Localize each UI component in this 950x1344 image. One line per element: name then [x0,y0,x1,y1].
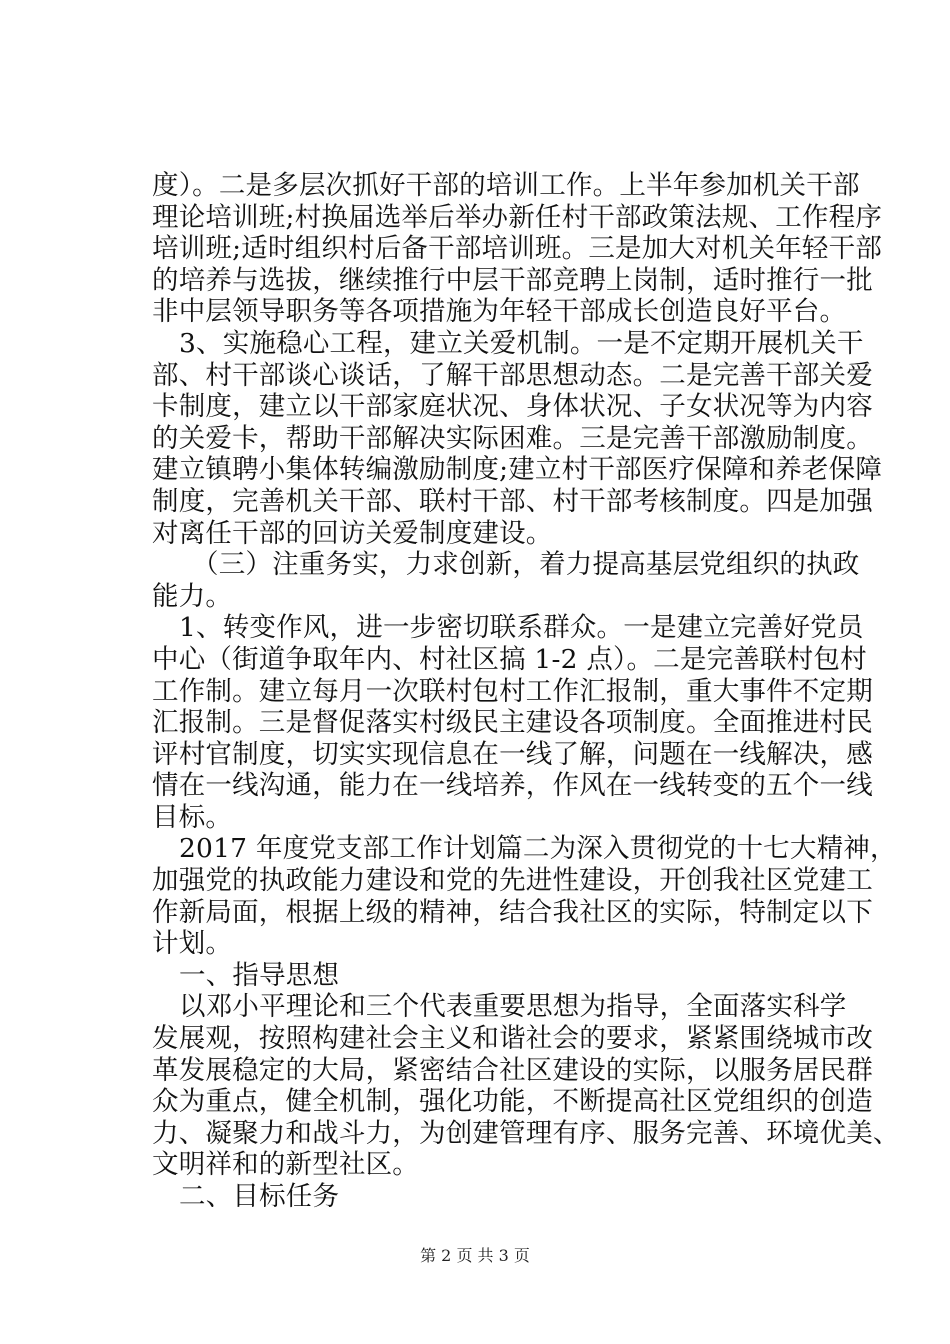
text-line: 对离任干部的回访关爱制度建设。 [152,517,553,549]
paragraph-start: 3、实施稳心工程，建立关爱机制。一是不定期开展机关干 [179,327,864,359]
text-line: 发展观，按照构建社会主义和谐社会的要求，紧紧围绕城市改 [152,1023,873,1055]
text-line: 汇报制。三是督促落实村级民主建设各项制度。全面推进村民 [152,707,873,739]
section-heading: （三）注重务实，力求创新，着力提高基层党组织的执政 [192,549,860,581]
text-line: 的培养与选拔，继续推行中层干部竞聘上岗制，适时推行一批 [152,264,873,296]
text-line: 力、凝聚力和战斗力，为创建管理有序、服务完善、环境优美、 [152,1117,900,1149]
text-line: 工作制。建立每月一次联村包村工作汇报制，重大事件不定期 [152,675,873,707]
paragraph-start: 2017 年度党支部工作计划篇二为深入贯彻党的十七大精神， [179,833,897,865]
section-heading: 二、目标任务 [179,1181,340,1212]
text-line: 建立镇聘小集体转编激励制度;建立村干部医疗保障和养老保障 [152,454,883,486]
text-line: 制度，完善机关干部、联村干部、村干部考核制度。四是加强 [152,485,873,517]
text-line: 众为重点，健全机制，强化功能，不断提高社区党组织的创造 [152,1086,873,1118]
text-line: 加强党的执政能力建设和党的先进性建设，开创我社区党建工 [152,865,873,897]
document-body [152,170,900,1213]
text-line: 文明祥和的新型社区。 [152,1149,419,1181]
text-line: 作新局面，根据上级的精神，结合我社区的实际，特制定以下 [152,896,873,928]
text-line: 革发展稳定的大局，紧密结合社区建设的实际，以服务居民群 [152,1054,873,1086]
text-line: 计划。 [152,928,233,960]
text-line: 情在一线沟通，能力在一线培养，作风在一线转变的五个一线 [152,770,873,802]
section-heading: 一、指导思想 [179,959,340,991]
paragraph-start: 以邓小平理论和三个代表重要思想为指导，全面落实科学 [179,991,847,1023]
text-line: 能力。 [152,580,233,612]
text-line: 评村官制度，切实实现信息在一线了解，问题在一线解决，感 [152,738,873,770]
text-line: 卡制度，建立以干部家庭状况、身体状况、子女状况等为内容 [152,391,873,423]
paragraph-start: 1、转变作风，进一步密切联系群众。一是建立完善好党员 [179,612,864,644]
text-line: 的关爱卡，帮助干部解决实际困难。三是完善干部激励制度。 [152,422,873,454]
text-line: 非中层领导职务等各项措施为年轻干部成长创造良好平台。 [152,296,847,328]
text-line: 部、村干部谈心谈话，了解干部思想动态。二是完善干部关爱 [152,359,873,391]
text-line: 中心（街道争取年内、村社区搞 1-2 点）。二是完善联村包村 [152,643,867,675]
text-line: 度）。二是多层次抓好干部的培训工作。上半年参加机关干部 [152,170,860,201]
page-footer: 第 2 页 共 3 页 [420,1246,530,1265]
text-line: 理论培训班;村换届选举后举办新任村干部政策法规、工作程序 [152,201,883,233]
text-line: 培训班;适时组织村后备干部培训班。三是加大对机关年轻干部 [152,233,883,265]
text-line: 目标。 [152,801,233,833]
